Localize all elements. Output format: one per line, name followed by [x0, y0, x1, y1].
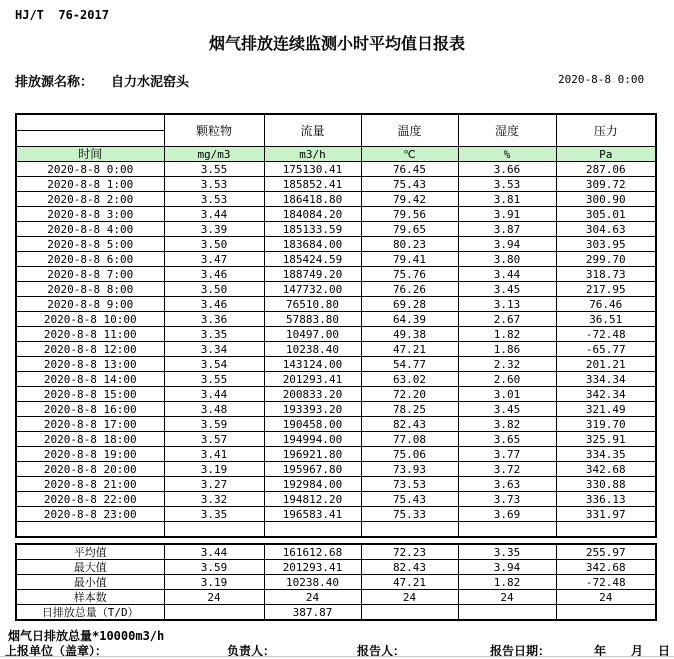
table-row — [16, 417, 656, 432]
row-label-cell: 日排放总量（T/D） — [16, 605, 164, 621]
value-cell: 3.47 — [164, 252, 264, 267]
value-cell: 3.46 — [164, 297, 264, 312]
row-label-cell: 最小值 — [16, 575, 164, 590]
value-cell: 3.87 — [458, 222, 556, 237]
value-cell: 201293.41 — [264, 560, 361, 575]
col-header-particulate: 颗粒物 — [164, 114, 264, 147]
row-label-cell: 2020-8-8 4:00 — [16, 222, 164, 237]
day-label: 日 — [658, 644, 671, 658]
row-label-cell: 2020-8-8 9:00 — [16, 297, 164, 312]
value-cell: -65.77 — [556, 342, 656, 357]
value-cell: 304.63 — [556, 222, 656, 237]
table-row — [16, 282, 656, 297]
value-cell: 77.08 — [361, 432, 458, 447]
value-cell: 185133.59 — [264, 222, 361, 237]
value-cell: 185852.41 — [264, 177, 361, 192]
value-cell: 47.21 — [361, 342, 458, 357]
value-cell: 75.06 — [361, 447, 458, 462]
value-cell: 75.76 — [361, 267, 458, 282]
value-cell: 255.97 — [556, 544, 656, 560]
value-cell: 75.33 — [361, 507, 458, 522]
value-cell: 1.82 — [458, 327, 556, 342]
value-cell: 321.49 — [556, 402, 656, 417]
row-label-cell: 2020-8-8 12:00 — [16, 342, 164, 357]
unit-temperature: ℃ — [361, 147, 458, 162]
value-cell: 3.35 — [164, 507, 264, 522]
value-cell: -72.48 — [556, 575, 656, 590]
value-cell: 10497.00 — [264, 327, 361, 342]
responsible-label: 负责人： — [227, 644, 276, 658]
value-cell: 3.41 — [164, 447, 264, 462]
table-row — [16, 357, 656, 372]
value-cell: 3.44 — [164, 207, 264, 222]
signature-line — [0, 642, 674, 656]
value-cell: 3.53 — [164, 192, 264, 207]
table-row — [16, 207, 656, 222]
row-label-cell: 最大值 — [16, 560, 164, 575]
value-cell: 3.44 — [164, 544, 264, 560]
row-label-cell: 2020-8-8 3:00 — [16, 207, 164, 222]
report-title: 烟气排放连续监测小时平均值日报表 — [208, 34, 465, 53]
value-cell: 79.41 — [361, 252, 458, 267]
value-cell: 3.82 — [458, 417, 556, 432]
unit-row — [16, 147, 656, 162]
unit-humidity: % — [458, 147, 556, 162]
value-cell: 3.69 — [458, 507, 556, 522]
value-cell: 190458.00 — [264, 417, 361, 432]
value-cell: 3.55 — [164, 162, 264, 177]
value-cell: 73.93 — [361, 462, 458, 477]
value-cell: 196583.41 — [264, 507, 361, 522]
value-cell: 64.39 — [361, 312, 458, 327]
blank-row — [16, 522, 656, 538]
value-cell: 192984.00 — [264, 477, 361, 492]
table-row — [16, 560, 656, 575]
empty-cell — [164, 522, 264, 538]
report-date-label: 报告日期： — [490, 644, 551, 658]
value-cell: 3.13 — [458, 297, 556, 312]
value-cell: 3.19 — [164, 575, 264, 590]
value-cell: 194812.20 — [264, 492, 361, 507]
summary-table — [15, 543, 657, 621]
value-cell: 2.60 — [458, 372, 556, 387]
value-cell: 161612.68 — [264, 544, 361, 560]
value-cell: 24 — [264, 590, 361, 605]
value-cell: 3.27 — [164, 477, 264, 492]
reporter-label: 报告人： — [357, 644, 406, 658]
value-cell: 3.81 — [458, 192, 556, 207]
value-cell: 3.39 — [164, 222, 264, 237]
row-label-cell: 2020-8-8 14:00 — [16, 372, 164, 387]
value-cell: 3.66 — [458, 162, 556, 177]
corner-cell-top — [16, 114, 164, 131]
table-row — [16, 342, 656, 357]
col-header-temperature: 温度 — [361, 114, 458, 147]
table-row — [16, 432, 656, 447]
source-label: 排放源名称： — [15, 75, 94, 90]
value-cell: 76.26 — [361, 282, 458, 297]
value-cell: 299.70 — [556, 252, 656, 267]
value-cell: 1.86 — [458, 342, 556, 357]
value-cell: 3.45 — [458, 282, 556, 297]
value-cell: 73.53 — [361, 477, 458, 492]
value-cell: 183684.00 — [264, 237, 361, 252]
value-cell: 143124.00 — [264, 357, 361, 372]
value-cell: 49.38 — [361, 327, 458, 342]
value-cell: 3.63 — [458, 477, 556, 492]
value-cell: 24 — [458, 590, 556, 605]
col-header-humidity: 湿度 — [458, 114, 556, 147]
value-cell: 3.57 — [164, 432, 264, 447]
value-cell: 69.28 — [361, 297, 458, 312]
value-cell: 201293.41 — [264, 372, 361, 387]
value-cell: 3.34 — [164, 342, 264, 357]
table-row — [16, 192, 656, 207]
value-cell — [458, 605, 556, 621]
value-cell: 287.06 — [556, 162, 656, 177]
value-cell: 3.01 — [458, 387, 556, 402]
table-row — [16, 605, 656, 621]
header-row-pollutants — [16, 114, 656, 131]
value-cell: 3.65 — [458, 432, 556, 447]
value-cell: 342.68 — [556, 560, 656, 575]
value-cell — [556, 605, 656, 621]
row-label-cell: 2020-8-8 15:00 — [16, 387, 164, 402]
year-label: 年 — [594, 644, 607, 658]
value-cell: 186418.80 — [264, 192, 361, 207]
value-cell: 3.44 — [458, 267, 556, 282]
value-cell: 387.87 — [264, 605, 361, 621]
value-cell: 3.80 — [458, 252, 556, 267]
value-cell: 3.77 — [458, 447, 556, 462]
value-cell: 330.88 — [556, 477, 656, 492]
col-header-flow: 流量 — [264, 114, 361, 147]
table-row — [16, 327, 656, 342]
row-label-cell: 2020-8-8 11:00 — [16, 327, 164, 342]
row-label-cell: 2020-8-8 13:00 — [16, 357, 164, 372]
value-cell: 3.59 — [164, 560, 264, 575]
source-row — [15, 71, 189, 90]
table-row — [16, 447, 656, 462]
standard-number: HJ/T 76-2017 — [15, 8, 109, 22]
table-row — [16, 402, 656, 417]
value-cell: 2.32 — [458, 357, 556, 372]
source-name: 自力水泥窑头 — [111, 75, 190, 90]
empty-cell — [361, 522, 458, 538]
row-label-cell: 2020-8-8 16:00 — [16, 402, 164, 417]
empty-cell — [556, 522, 656, 538]
value-cell: 24 — [361, 590, 458, 605]
table-row — [16, 387, 656, 402]
report-datetime: 2020-8-8 0:00 — [558, 73, 645, 86]
row-label-cell: 2020-8-8 2:00 — [16, 192, 164, 207]
value-cell: 3.55 — [164, 372, 264, 387]
value-cell: 3.50 — [164, 282, 264, 297]
value-cell: 57883.80 — [264, 312, 361, 327]
value-cell: 188749.20 — [264, 267, 361, 282]
value-cell: 79.65 — [361, 222, 458, 237]
value-cell: 325.91 — [556, 432, 656, 447]
row-label-cell: 2020-8-8 20:00 — [16, 462, 164, 477]
row-label-cell: 样本数 — [16, 590, 164, 605]
value-cell: 309.72 — [556, 177, 656, 192]
value-cell: 342.34 — [556, 387, 656, 402]
value-cell: 76.46 — [556, 297, 656, 312]
row-label-cell: 2020-8-8 21:00 — [16, 477, 164, 492]
table-row — [16, 477, 656, 492]
value-cell: 76.45 — [361, 162, 458, 177]
value-cell: 24 — [164, 590, 264, 605]
row-label-cell: 2020-8-8 5:00 — [16, 237, 164, 252]
value-cell: 10238.40 — [264, 575, 361, 590]
row-label-cell: 2020-8-8 1:00 — [16, 177, 164, 192]
value-cell: 3.44 — [164, 387, 264, 402]
value-cell: 334.34 — [556, 372, 656, 387]
unit-flow: m3/h — [264, 147, 361, 162]
empty-cell — [264, 522, 361, 538]
row-label-cell: 2020-8-8 18:00 — [16, 432, 164, 447]
value-cell: 79.42 — [361, 192, 458, 207]
unit-pressure: Pa — [556, 147, 656, 162]
value-cell: 3.59 — [164, 417, 264, 432]
table-row — [16, 312, 656, 327]
value-cell: 342.68 — [556, 462, 656, 477]
row-label-cell: 2020-8-8 23:00 — [16, 507, 164, 522]
row-label-cell: 2020-8-8 17:00 — [16, 417, 164, 432]
table-row — [16, 297, 656, 312]
value-cell: 75.43 — [361, 177, 458, 192]
value-cell: 3.94 — [458, 560, 556, 575]
value-cell: 336.13 — [556, 492, 656, 507]
value-cell: 305.01 — [556, 207, 656, 222]
table-row — [16, 222, 656, 237]
value-cell: 76510.80 — [264, 297, 361, 312]
hourly-rows — [16, 162, 656, 522]
value-cell: 3.35 — [458, 544, 556, 560]
value-cell: 303.95 — [556, 237, 656, 252]
time-column-label: 时间 — [16, 147, 164, 162]
value-cell: 195967.80 — [264, 462, 361, 477]
value-cell: 331.97 — [556, 507, 656, 522]
col-header-pressure: 压力 — [556, 114, 656, 147]
value-cell: 194994.00 — [264, 432, 361, 447]
value-cell: 300.90 — [556, 192, 656, 207]
value-cell: 36.51 — [556, 312, 656, 327]
table-row — [16, 507, 656, 522]
value-cell: 72.23 — [361, 544, 458, 560]
value-cell: 3.94 — [458, 237, 556, 252]
row-label-cell: 平均值 — [16, 544, 164, 560]
unit-particulate: mg/m3 — [164, 147, 264, 162]
bottom-divider — [0, 656, 674, 657]
value-cell: 3.54 — [164, 357, 264, 372]
value-cell: 2.67 — [458, 312, 556, 327]
value-cell: 217.95 — [556, 282, 656, 297]
empty-cell — [458, 522, 556, 538]
value-cell: 175130.41 — [264, 162, 361, 177]
row-label-cell: 2020-8-8 0:00 — [16, 162, 164, 177]
value-cell: 82.43 — [361, 417, 458, 432]
table-row — [16, 492, 656, 507]
row-label-cell: 2020-8-8 22:00 — [16, 492, 164, 507]
month-label: 月 — [631, 644, 644, 658]
value-cell: 78.25 — [361, 402, 458, 417]
value-cell: 147732.00 — [264, 282, 361, 297]
value-cell: 75.43 — [361, 492, 458, 507]
value-cell: 3.48 — [164, 402, 264, 417]
tables-area — [15, 113, 657, 621]
value-cell: 54.77 — [361, 357, 458, 372]
table-row — [16, 162, 656, 177]
corner-cell-bottom — [16, 131, 164, 147]
row-label-cell: 2020-8-8 6:00 — [16, 252, 164, 267]
value-cell: 3.35 — [164, 327, 264, 342]
value-cell: 3.50 — [164, 237, 264, 252]
value-cell: 193393.20 — [264, 402, 361, 417]
value-cell: 3.91 — [458, 207, 556, 222]
value-cell: 1.82 — [458, 575, 556, 590]
value-cell: 47.21 — [361, 575, 458, 590]
value-cell: 185424.59 — [264, 252, 361, 267]
value-cell: 319.70 — [556, 417, 656, 432]
table-row — [16, 177, 656, 192]
table-row — [16, 544, 656, 560]
value-cell: 3.46 — [164, 267, 264, 282]
table-row — [16, 237, 656, 252]
row-label-cell: 2020-8-8 7:00 — [16, 267, 164, 282]
value-cell: 79.56 — [361, 207, 458, 222]
empty-cell — [16, 522, 164, 538]
value-cell — [164, 605, 264, 621]
row-label-cell: 2020-8-8 19:00 — [16, 447, 164, 462]
table-row — [16, 252, 656, 267]
value-cell: 3.53 — [458, 177, 556, 192]
report-unit-label: 上报单位（盖章）： — [5, 644, 108, 658]
row-label-cell: 2020-8-8 10:00 — [16, 312, 164, 327]
value-cell: 24 — [556, 590, 656, 605]
row-label-cell: 2020-8-8 8:00 — [16, 282, 164, 297]
summary-rows — [16, 544, 656, 620]
value-cell: 82.43 — [361, 560, 458, 575]
table-row — [16, 575, 656, 590]
value-cell: -72.48 — [556, 327, 656, 342]
value-cell: 3.72 — [458, 462, 556, 477]
value-cell: 3.45 — [458, 402, 556, 417]
value-cell: 72.20 — [361, 387, 458, 402]
table-row — [16, 462, 656, 477]
value-cell — [361, 605, 458, 621]
value-cell: 10238.40 — [264, 342, 361, 357]
value-cell: 80.23 — [361, 237, 458, 252]
table-row — [16, 372, 656, 387]
table-row — [16, 267, 656, 282]
value-cell: 3.32 — [164, 492, 264, 507]
hourly-average-table — [15, 113, 657, 538]
value-cell: 3.36 — [164, 312, 264, 327]
value-cell: 201.21 — [556, 357, 656, 372]
value-cell: 3.19 — [164, 462, 264, 477]
value-cell: 200833.20 — [264, 387, 361, 402]
total-emission-note: 烟气日排放总量*10000m3/h — [8, 629, 165, 643]
value-cell: 334.35 — [556, 447, 656, 462]
value-cell: 196921.80 — [264, 447, 361, 462]
value-cell: 184084.20 — [264, 207, 361, 222]
value-cell: 3.73 — [458, 492, 556, 507]
value-cell: 63.02 — [361, 372, 458, 387]
value-cell: 3.53 — [164, 177, 264, 192]
value-cell: 318.73 — [556, 267, 656, 282]
table-row — [16, 590, 656, 605]
